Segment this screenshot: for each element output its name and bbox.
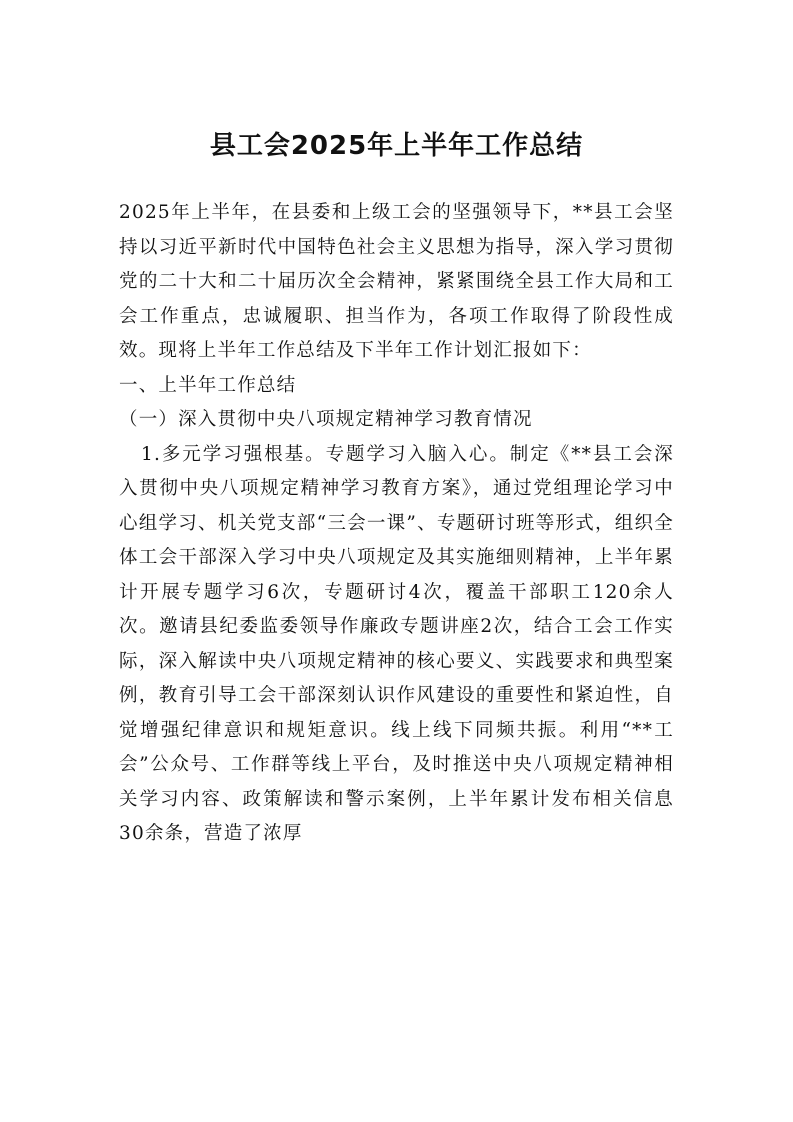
subsection-heading: （一）深入贯彻中央八项规定精神学习教育情况 <box>119 409 533 430</box>
section-heading: 一、上半年工作总结 <box>119 374 297 396</box>
document-title: 县工会2025年上半年工作总结 <box>209 131 584 161</box>
body-paragraph: 1.多元学习强根基。专题学习入脑入心。制定《**县工会深入贯彻中央八项规定精神学习教育方案》，通过党组理论学习中心组学习、机关党支部“三会一课”、专题研讨班等形式，组织全体工会干部深入学习中央八项规定及其实施细则精神，上半年累计开展专题学习6次，专题研讨4次，覆盖干部职工120余人次。邀请县纪委监委领导作廉政专题讲座2次，结合工会工作实际，深入解读中央八项规定精神的核心要义、实践要求和典型案例，教育引导工会干部深刻认识作风建设的重要性和紧迫性，自觉增强纪律意识和规矩意识。线上线下同频共振。利用“**工会”公众号、工作群等线上平台，及时推送中央八项规定精神相关学习内容、政策解读和警示案例，上半年累计发布相关信息30余条，营造了浓厚 <box>119 443 674 844</box>
document-body <box>119 196 674 852</box>
intro-paragraph: 2025年上半年，在县委和上级工会的坚强领导下，**县工会坚持以习近平新时代中国特色社会主义思想为指导，深入学习贯彻党的二十大和二十届历次全会精神，紧紧围绕全县工作大局和工会工作重点，忠诚履职、担当作为，各项工作取得了阶段性成效。现将上半年工作总结及下半年工作计划汇报如下： <box>119 202 674 361</box>
